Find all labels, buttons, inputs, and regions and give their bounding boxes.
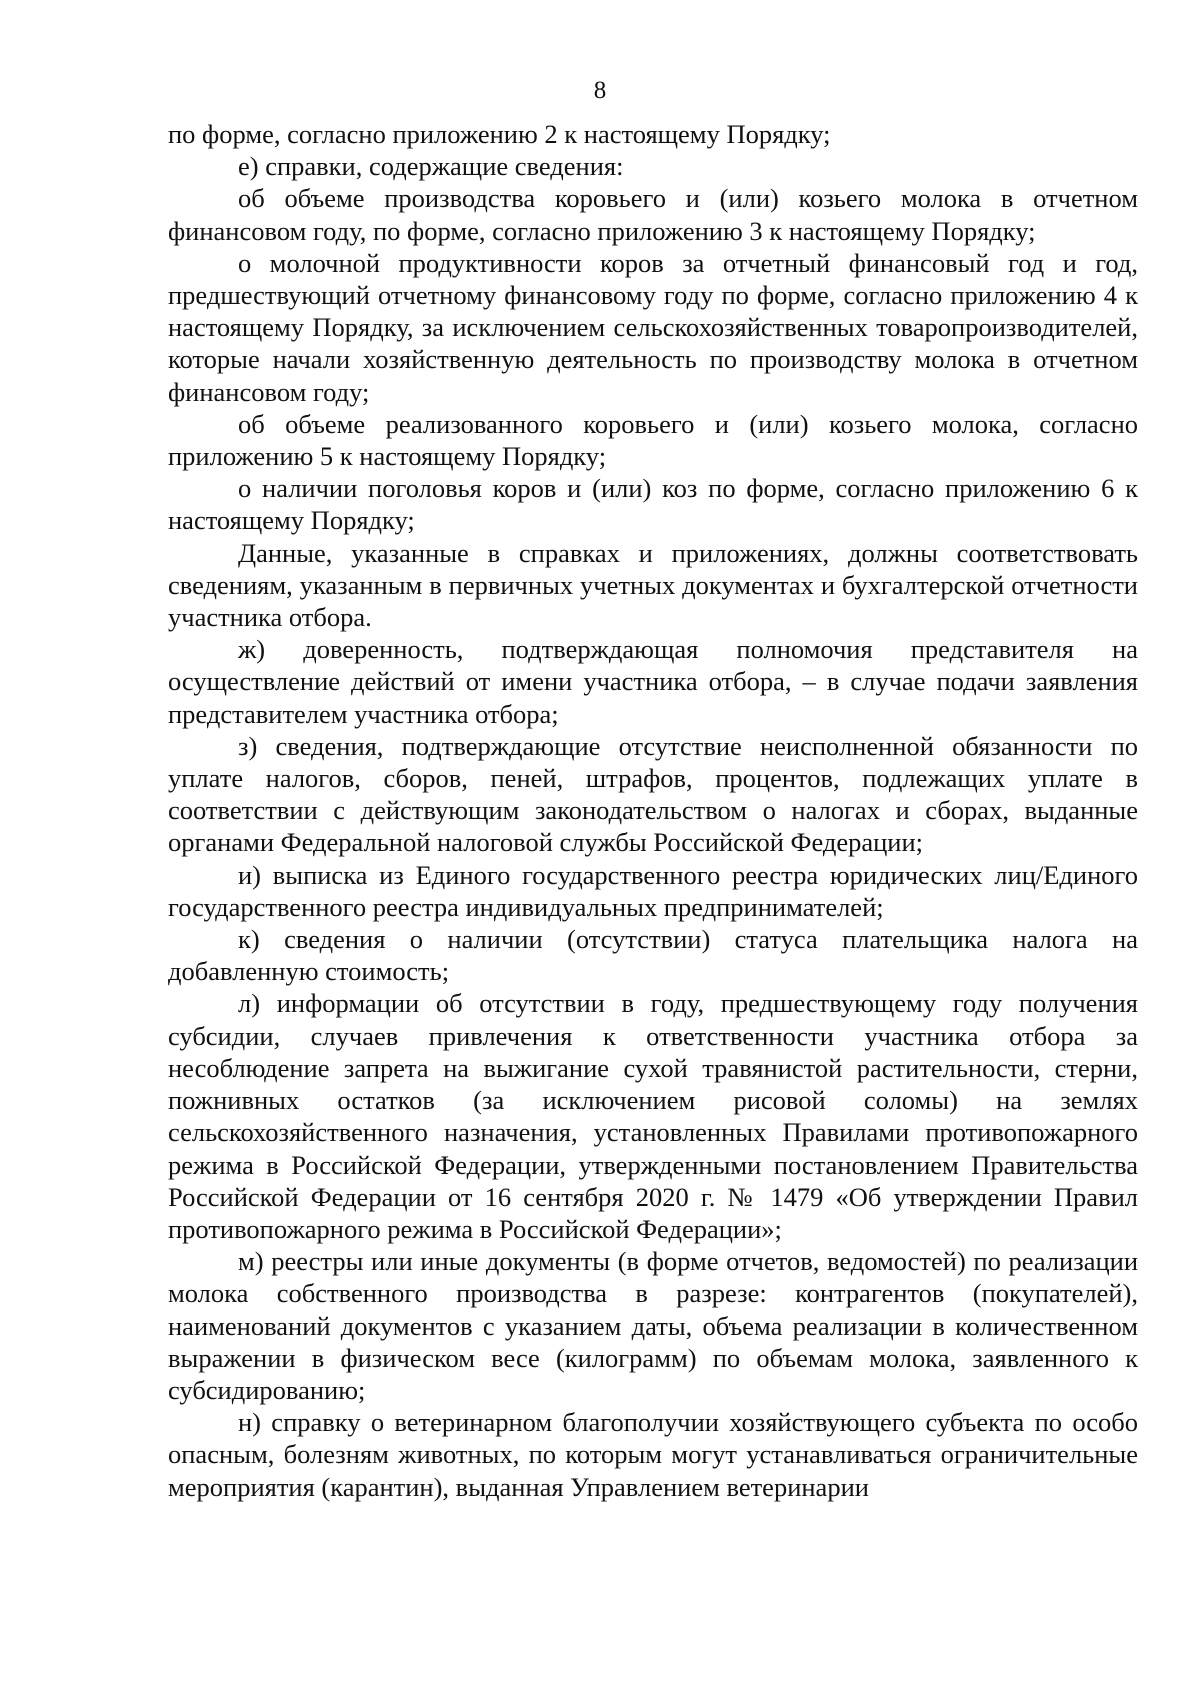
paragraph-item-z: з) сведения, подтверждающие отсутствие неисполненной обязанности по уплате налогов, сборов, пеней, штрафов, процентов, подлежащих уплате в соответствии с действующим законодательством о налогах и сборах, выданные органами Федеральной налоговой службы Российской Федерации; [168,730,1138,858]
paragraph-item-l: л) информации об отсутствии в году, предшествующему году получения субсидии, случаев привлечения к ответственности участника отбора за несоблюдение запрета на выжигание сухой травянистой растительности, стерни, пожнивных остатков (за исключением рисовой соломы) на землях сельскохозяйственного назначения, установленных Правилами противопожарного режима в Российской Федерации, утвержденными постановлением Правительства Российской Федерации от 16 сентября 2020 г. № 1479 «Об утверждении Правил противопожарного режима в Российской Федерации»; [168,988,1138,1244]
paragraph-milk-production-volume: об объеме производства коровьего и (или) козьего молока в отчетном финансовом году, по форме, согласно приложению 3 к настоящему Порядку; [168,183,1138,246]
document-body [168,118,1138,1503]
paragraph-livestock-count: о наличии поголовья коров и (или) коз по форме, согласно приложению 6 к настоящему Порядку; [168,473,1138,536]
paragraph-item-m: м) реестры или иные документы (в форме отчетов, ведомостей) по реализации молока собственного производства в разрезе: контрагентов (покупателей), наименований документов с указанием даты, объема реализации в количественном выражении в физическом весе (килограмм) по объемам молока, заявленного к субсидированию; [168,1246,1138,1405]
paragraph-item-n: н) справку о ветеринарном благополучии хозяйствующего субъекта по особо опасным, болезням животных, по которым могут устанавливаться ограничительные мероприятия (карантин), выданная Управлением ветеринарии [168,1407,1138,1502]
paragraph-data-consistency: Данные, указанные в справках и приложениях, должны соответствовать сведениям, указанным в первичных учетных документах и бухгалтерской отчетности участника отбора. [168,537,1138,633]
paragraph-milk-productivity: о молочной продуктивности коров за отчетный финансовый год и год, предшествующий отчетному финансовому году по форме, согласно приложению 4 к настоящему Порядку, за исключением сельскохозяйственных товаропроизводителей, которые начали хозяйственную деятельность по производству молока в отчетном финансовом году; [168,247,1138,407]
paragraph-item-i: и) выписка из Единого государственного реестра юридических лиц/Единого государственного реестра индивидуальных предпринимателей; [168,859,1138,922]
paragraph-item-k: к) сведения о наличии (отсутствии) статуса плательщика налога на добавленную стоимость; [168,924,1138,987]
paragraph-form-annex-2: по форме, согласно приложению 2 к настоящему Порядку; [168,119,831,149]
page-number: 8 [593,77,607,104]
paragraph-item-zh: ж) доверенность, подтверждающая полномочия представителя на осуществление действий от имени участника отбора, – в случае подачи заявления представителем участника отбора; [168,634,1138,729]
paragraph-item-e: е) справки, содержащие сведения: [238,151,624,182]
paragraph-milk-sold-volume: об объеме реализованного коровьего и (или) козьего молока, согласно приложению 5 к настоящему Порядку; [168,408,1138,472]
